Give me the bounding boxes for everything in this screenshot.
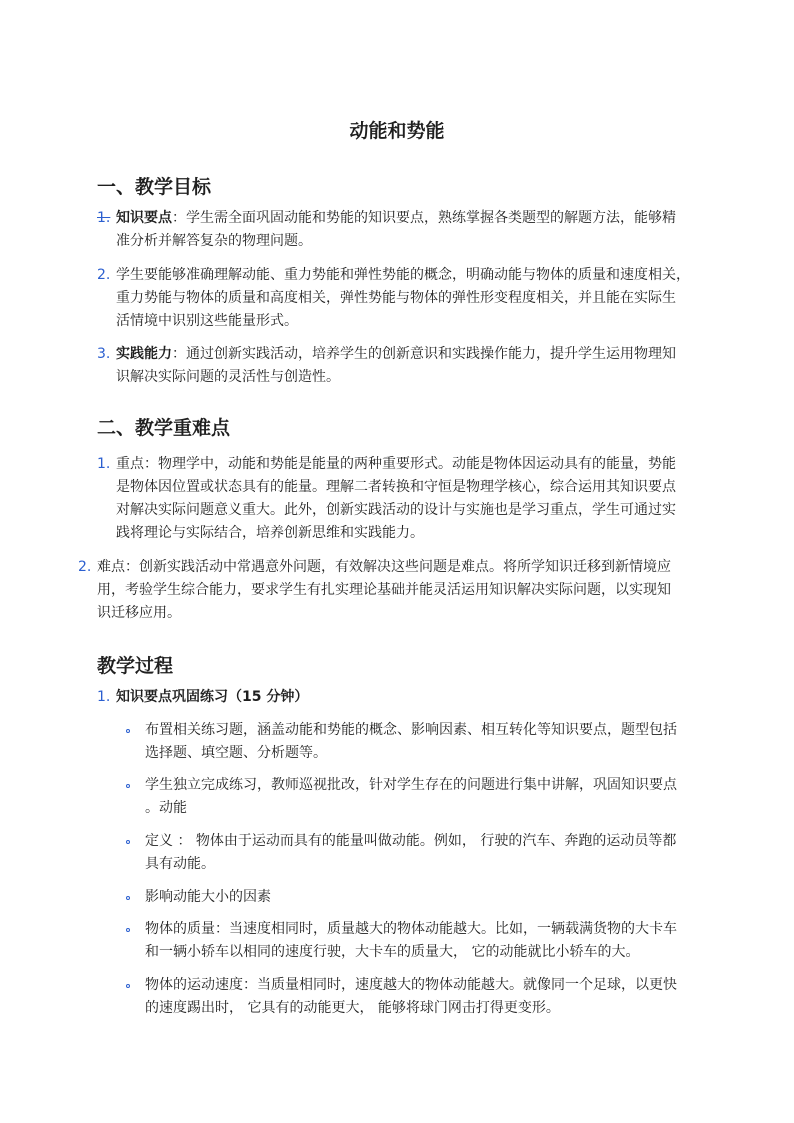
list-item <box>116 453 676 545</box>
item-text-line: 对解决实际问题意义重大。此外，创新实践活动的设计与实施也是学习重点，学生可通过实 <box>116 502 676 518</box>
bullet-icon <box>126 784 130 788</box>
item-text-line: 重点：物理学中，动能和势能是能量的两种重要形式。动能是物体因运动具有的能量，势能 <box>116 456 676 472</box>
section-heading-key-points: 二、教学重难点 <box>97 417 231 439</box>
bullet-icon <box>126 928 130 932</box>
document-title: 动能和势能 <box>349 120 445 142</box>
item-text-line: 活情境中识别这些能量形式。 <box>116 313 298 329</box>
label-separator: ： <box>172 210 186 226</box>
list-number: 1. <box>97 689 111 705</box>
list-item <box>97 556 671 625</box>
item-text-line: 准分析并解答复杂的物理问题。 <box>116 233 312 249</box>
item-text-line: 践将理论与实际结合，培养创新思维和实践能力。 <box>116 525 424 541</box>
bullet-icon <box>126 840 130 844</box>
item-text-line: 影响动能大小的因素 <box>145 889 271 905</box>
list-item <box>116 343 676 389</box>
item-text-line: 。动能 <box>145 800 187 816</box>
list-number: 1. <box>97 456 111 472</box>
section-heading-process: 教学过程 <box>97 655 174 677</box>
section-heading-objectives: 一、教学目标 <box>97 176 212 198</box>
item-text-line: 物体的质量：当速度相同时，质量越大的物体动能越大。比如，一辆载满货物的大卡车 <box>145 921 677 937</box>
item-text-line: 的速度踢出时， 它具有的动能更大， 能够将球门网击打得更变形。 <box>145 1000 560 1016</box>
item-text-line: 识解决实际问题的灵活性与创造性。 <box>116 369 340 385</box>
bullet-icon <box>126 729 130 733</box>
item-text-line: 用，考验学生综合能力，要求学生有扎实理论基础并能灵活运用知识解决实际问题，以实现知 <box>97 582 671 598</box>
item-label: 知识要点 <box>116 210 172 226</box>
item-text-line: 学生需全面巩固动能和势能的知识要点，熟练掌握各类题型的解题方法，能够精 <box>186 210 676 226</box>
list-number: 1. <box>97 210 111 226</box>
step-title: 知识要点巩固练习（15 分钟） <box>116 689 309 705</box>
item-text-line: 是物体因位置或状态具有的能量。理解二者转换和守恒是物理学核心，综合运用其知识要点 <box>116 479 676 495</box>
list-item <box>116 264 690 333</box>
list-item <box>145 886 271 909</box>
bullet-icon <box>126 896 130 900</box>
item-text-line: 和一辆小轿车以相同的速度行驶，大卡车的质量大， 它的动能就比小轿车的大。 <box>145 944 640 960</box>
item-text-line: 通过创新实践活动，培养学生的创新意识和实践操作能力，提升学生运用物理知 <box>186 346 676 362</box>
list-number: 3. <box>97 346 111 362</box>
list-item <box>116 207 676 253</box>
item-text-line: 学生独立完成练习，教师巡视批改，针对学生存在的问题进行集中讲解，巩固知识要点 <box>145 777 677 793</box>
item-text-line: 物体的运动速度：当质量相同时，速度越大的物体动能越大。就像同一个足球，以更快 <box>145 977 677 993</box>
list-item <box>145 918 677 964</box>
list-number: 2. <box>97 267 111 283</box>
list-number: 2. <box>78 559 92 575</box>
item-text-line: 具有动能。 <box>145 856 215 872</box>
item-text-line: 定义 ： 物体由于运动而具有的能量叫做动能。例如， 行驶的汽车、奔跑的运动员等都 <box>145 833 677 849</box>
item-text-line: 重力势能与物体的质量和高度相关，弹性势能与物体的弹性形变程度相关，并且能在实际生 <box>116 290 676 306</box>
item-text-line: 学生要能够准确理解动能、重力势能和弹性势能的概念，明确动能与物体的质量和速度相关， <box>116 267 690 283</box>
list-item <box>145 774 677 820</box>
list-item <box>145 974 677 1020</box>
item-text-line: 识迁移应用。 <box>97 605 181 621</box>
list-item <box>145 719 677 765</box>
label-separator: ： <box>172 346 186 362</box>
list-item <box>145 830 676 876</box>
item-text-line: 难点：创新实践活动中常遇意外问题，有效解决这些问题是难点。将所学知识迁移到新情境应 <box>97 559 671 575</box>
item-text-line: 布置相关练习题，涵盖动能和势能的概念、影响因素、相互转化等知识要点，题型包括 <box>145 722 677 738</box>
item-text-line: 选择题、填空题、分析题等。 <box>145 745 327 761</box>
bullet-icon <box>126 984 130 988</box>
item-label: 实践能力 <box>116 346 172 362</box>
